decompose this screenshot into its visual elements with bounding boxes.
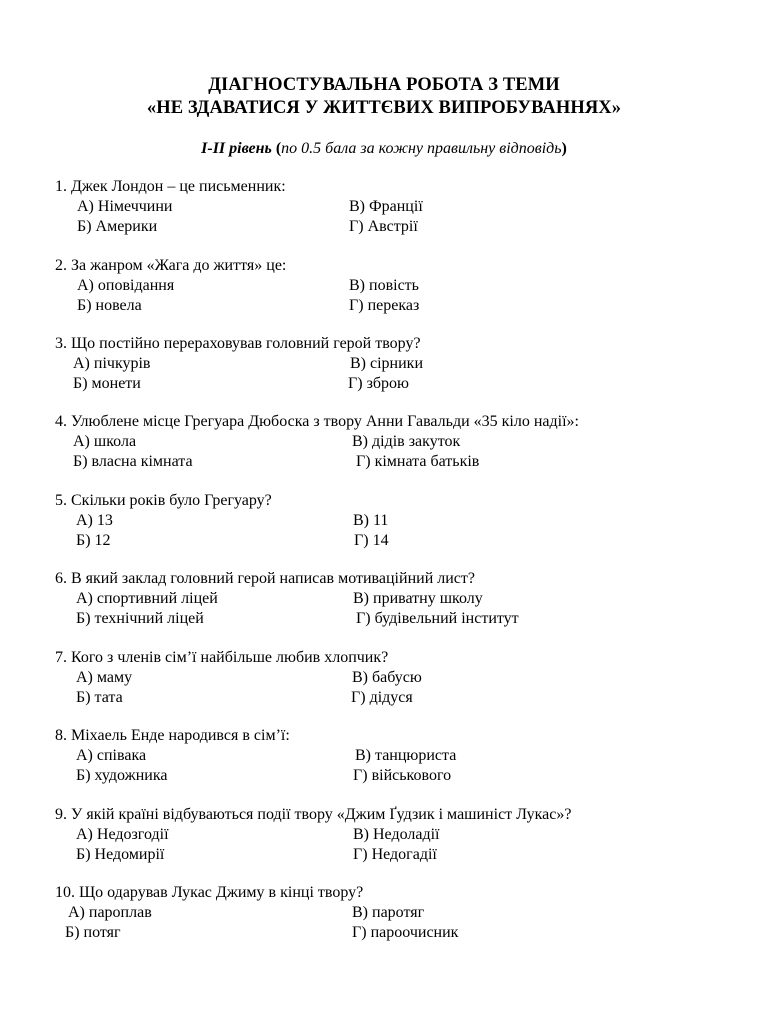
option-a: А) спортивний ліцей: [76, 590, 218, 607]
option-v: В) бабусю: [352, 669, 422, 686]
option-b: Б) Америки: [77, 218, 158, 235]
question-1: [55, 177, 735, 237]
question-text: 5. Скільки років було Грегуару?: [55, 492, 272, 509]
option-b: Б) технічний ліцей: [76, 610, 204, 627]
option-a: А) Німеччини: [77, 198, 173, 215]
option-v: В) 11: [353, 512, 389, 529]
option-a: А) маму: [76, 669, 133, 686]
option-v: В) танцюриста: [355, 747, 457, 764]
option-b: Б) новела: [77, 297, 142, 314]
question-text: 7. Кого з членів сім’ї найбільше любив хлопчик?: [55, 649, 389, 666]
document-title-line-2: «НЕ ЗДАВАТИСЯ У ЖИТТЄВИХ ВИПРОБУВАННЯХ»: [146, 98, 622, 118]
question-text: 2. За жанром «Жага до життя» це:: [55, 257, 287, 274]
level-close-paren: ): [561, 140, 567, 157]
question-text: 4. Улюблене місце Грегуара Дюбоска з твору Анни Гавальди «35 кіло надії»:: [55, 413, 579, 430]
option-a: А) школа: [73, 433, 137, 450]
level-heading: [0, 140, 768, 158]
option-a: А) пічкурів: [73, 355, 151, 372]
level-label: І-ІІ рівень: [201, 140, 272, 157]
option-g: Г) пароочисник: [352, 924, 459, 941]
question-text: 9. У якій країні відбуваються події твору «Джим Ґудзик і машиніст Лукас»?: [55, 806, 572, 823]
question-7: [55, 648, 735, 708]
option-v: В) Недоладії: [353, 826, 440, 843]
option-g: Г) кімната батьків: [356, 453, 480, 470]
option-b: Б) художника: [76, 767, 168, 784]
option-v: В) Франції: [349, 198, 423, 215]
question-10: [55, 883, 735, 943]
option-g: Г) зброю: [348, 375, 409, 392]
option-b: Б) Недомирії: [76, 846, 165, 863]
option-a: А) пароплав: [68, 904, 152, 921]
option-b: Б) 12: [76, 532, 111, 549]
option-a: А) Недозгодії: [76, 826, 169, 843]
option-g: Г) 14: [354, 532, 389, 549]
question-8: [55, 726, 735, 786]
option-b: Б) тата: [76, 689, 123, 706]
option-b: Б) потяг: [65, 924, 121, 941]
document-title-line-1: ДІАГНОСТУВАЛЬНА РОБОТА З ТЕМИ: [208, 75, 560, 95]
question-text: 8. Міхаель Енде народився в сім’ї:: [55, 727, 290, 744]
option-g: Г) військового: [353, 767, 452, 784]
question-text: 10. Що одарував Лукас Джиму в кінці твору?: [55, 884, 364, 901]
option-g: Г) будівельний інститут: [356, 610, 519, 627]
option-v: В) сірники: [350, 355, 424, 372]
option-g: Г) дідуся: [351, 689, 413, 706]
question-5: [55, 491, 735, 551]
option-b: Б) монети: [73, 375, 141, 392]
question-6: [55, 569, 735, 629]
level-note: по 0.5 бала за кожну правильну відповідь: [281, 140, 562, 157]
option-v: В) паротяг: [352, 904, 425, 921]
option-b: Б) власна кімната: [73, 453, 193, 470]
option-v: В) повість: [349, 277, 419, 294]
option-a: А) 13: [76, 512, 113, 529]
question-3: [55, 334, 735, 394]
level-open-paren: (: [271, 140, 282, 157]
option-g: Г) Австрії: [349, 218, 418, 235]
option-a: А) співака: [76, 747, 147, 764]
question-text: 1. Джек Лондон – це письменник:: [55, 178, 286, 195]
question-4: [55, 412, 735, 472]
question-2: [55, 256, 735, 316]
option-v: В) дідів закуток: [352, 433, 461, 450]
question-9: [55, 805, 735, 865]
option-v: В) приватну школу: [353, 590, 483, 607]
option-g: Г) переказ: [349, 297, 420, 314]
option-g: Г) Недогадії: [353, 846, 437, 863]
question-text: 6. В який заклад головний герой написав мотиваційний лист?: [55, 570, 475, 587]
option-a: А) оповідання: [77, 277, 175, 294]
question-text: 3. Що постійно перераховував головний герой твору?: [55, 335, 421, 352]
